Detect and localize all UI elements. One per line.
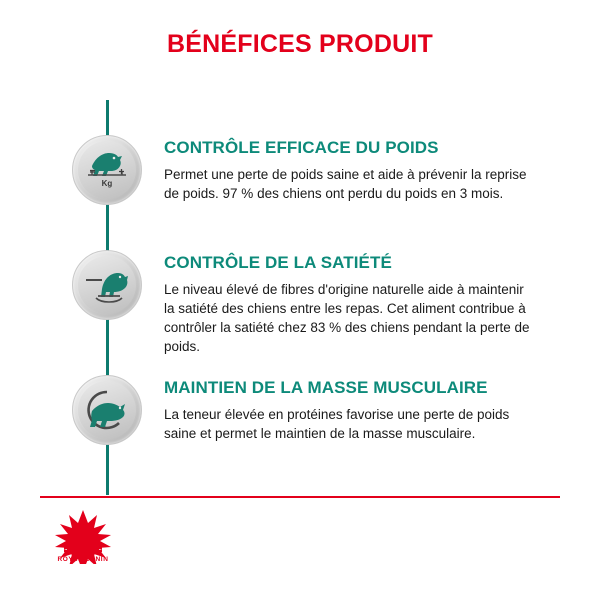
benefit-icon-wrap	[72, 375, 142, 445]
benefit-icon-wrap	[72, 135, 142, 205]
benefit-body: La teneur élevée en protéines favorise une perte de poids saine et permet le maintien de la masse musculaire.	[164, 406, 510, 441]
benefit-body: Le niveau élevé de fibres d'origine naturelle aide à maintenir la satiété des chiens entre les repas. Cet aliment contribue à contrôler la satiété chez 83 % des chiens pendant la perte de poids.	[164, 281, 530, 355]
benefit-text-block	[142, 375, 532, 443]
benefit-item	[72, 250, 532, 356]
satiety-dog-glyph	[78, 256, 136, 314]
svg-text:Kg: Kg	[101, 179, 113, 188]
muscle-mass-dog-glyph	[78, 381, 136, 439]
benefit-heading: CONTRÔLE DE LA SATIÉTÉ	[164, 253, 392, 272]
weight-scale-dog-glyph	[78, 141, 136, 199]
benefit-text-block	[142, 250, 532, 356]
footer-divider	[40, 496, 560, 498]
logo-wordmark: ROYAL CANIN	[57, 556, 109, 563]
benefit-heading: CONTRÔLE EFFICACE DU POIDS	[164, 138, 439, 157]
muscle-mass-dog-icon	[72, 375, 142, 445]
weight-scale-dog-icon	[72, 135, 142, 205]
page-title: BÉNÉFICES PRODUIT	[167, 30, 433, 58]
satiety-dog-icon	[72, 250, 142, 320]
benefit-body: Permet une perte de poids saine et aide à prévenir la reprise de poids. 97 % des chiens ont perdu du poids en 3 mois.	[164, 166, 527, 201]
benefit-item	[72, 375, 532, 445]
royal-canin-crown-logo	[40, 502, 126, 564]
benefit-icon-wrap	[72, 250, 142, 320]
benefit-item	[72, 135, 532, 205]
benefit-text-block	[142, 135, 532, 203]
benefit-heading: MAINTIEN DE LA MASSE MUSCULAIRE	[164, 378, 488, 397]
